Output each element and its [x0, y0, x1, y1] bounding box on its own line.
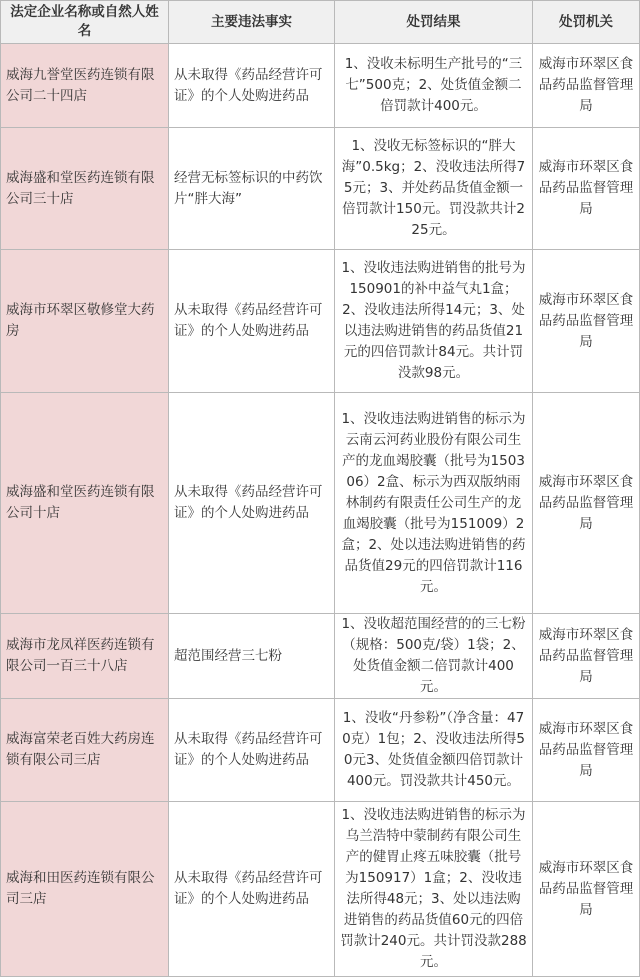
penalty-agency-cell: 威海市环翠区食品药品监督管理局 — [533, 802, 640, 977]
entity-name-cell: 威海市环翠区敬修堂大药房 — [1, 250, 169, 393]
penalty-result-cell: 1、没收无标签标识的“胖大海”0.5kg；2、没收违法所得75元；3、并处药品货值金额一倍罚款计150元。罚没款共计225元。 — [335, 128, 533, 250]
penalty-agency-cell: 威海市环翠区食品药品监督管理局 — [533, 128, 640, 250]
table-row — [1, 699, 640, 802]
table-row — [1, 128, 640, 250]
penalty-result-cell: 1、没收违法购进销售的标示为云南云河药业股份有限公司生产的龙血竭胶囊（批号为150306）2盒、标示为西双版纳雨林制药有限责任公司生产的龙血竭胶囊（批号为151009）2盒；2、处以违法购进销售的药品货值29元的四倍罚款计116元。 — [335, 393, 533, 614]
penalty-result-cell: 1、没收超范围经营的的三七粉（规格：500克/袋）1袋；2、处货值金额二倍罚款计400元。 — [335, 614, 533, 699]
entity-name-cell: 威海盛和堂医药连锁有限公司三十店 — [1, 128, 169, 250]
penalty-agency-cell: 威海市环翠区食品药品监督管理局 — [533, 393, 640, 614]
table-row — [1, 44, 640, 128]
penalty-agency-cell: 威海市环翠区食品药品监督管理局 — [533, 614, 640, 699]
violation-fact-cell: 超范围经营三七粉 — [169, 614, 335, 699]
entity-name-cell: 威海九誉堂医药连锁有限公司二十四店 — [1, 44, 169, 128]
table-header-row — [1, 1, 640, 44]
penalty-result-cell: 1、没收违法购进销售的批号为150901的补中益气丸1盒；2、没收违法所得14元；3、处以违法购进销售的药品货值21元的四倍罚款计84元。共计罚没款98元。 — [335, 250, 533, 393]
table-row — [1, 802, 640, 977]
entity-name-cell: 威海富荣老百姓大药房连锁有限公司三店 — [1, 699, 169, 802]
violation-fact-cell: 从未取得《药品经营许可证》的个人处购进药品 — [169, 699, 335, 802]
header-penalty-result: 处罚结果 — [335, 1, 533, 44]
penalty-agency-cell: 威海市环翠区食品药品监督管理局 — [533, 250, 640, 393]
entity-name-cell: 威海和田医药连锁有限公司三店 — [1, 802, 169, 977]
entity-name-cell: 威海盛和堂医药连锁有限公司十店 — [1, 393, 169, 614]
violation-fact-cell: 从未取得《药品经营许可证》的个人处购进药品 — [169, 393, 335, 614]
violation-fact-cell: 经营无标签标识的中药饮片“胖大海” — [169, 128, 335, 250]
table-row — [1, 614, 640, 699]
header-entity-name: 法定企业名称或自然人姓名 — [1, 1, 169, 44]
penalty-agency-cell: 威海市环翠区食品药品监督管理局 — [533, 44, 640, 128]
table-row — [1, 250, 640, 393]
violation-fact-cell: 从未取得《药品经营许可证》的个人处购进药品 — [169, 44, 335, 128]
penalty-result-cell: 1、没收“丹参粉”（净含量：470克）1包；2、没收违法所得50元3、处货值金额四倍罚款计400元。罚没款共计450元。 — [335, 699, 533, 802]
entity-name-cell: 威海市龙凤祥医药连锁有限公司一百三十八店 — [1, 614, 169, 699]
violation-fact-cell: 从未取得《药品经营许可证》的个人处购进药品 — [169, 802, 335, 977]
table-row — [1, 393, 640, 614]
violation-fact-cell: 从未取得《药品经营许可证》的个人处购进药品 — [169, 250, 335, 393]
header-penalty-agency: 处罚机关 — [533, 1, 640, 44]
penalty-agency-cell: 威海市环翠区食品药品监督管理局 — [533, 699, 640, 802]
header-violation-facts: 主要违法事实 — [169, 1, 335, 44]
penalty-result-cell: 1、没收未标明生产批号的“三七”500克；2、处货值金额二倍罚款计400元。 — [335, 44, 533, 128]
penalty-result-cell: 1、没收违法购进销售的标示为乌兰浩特中蒙制药有限公司生产的健胃止疼五味胶囊（批号为150917）1盒；2、没收违法所得48元；3、处以违法购进销售的药品货值60元的四倍罚款计240元。共计罚没款288元。 — [335, 802, 533, 977]
